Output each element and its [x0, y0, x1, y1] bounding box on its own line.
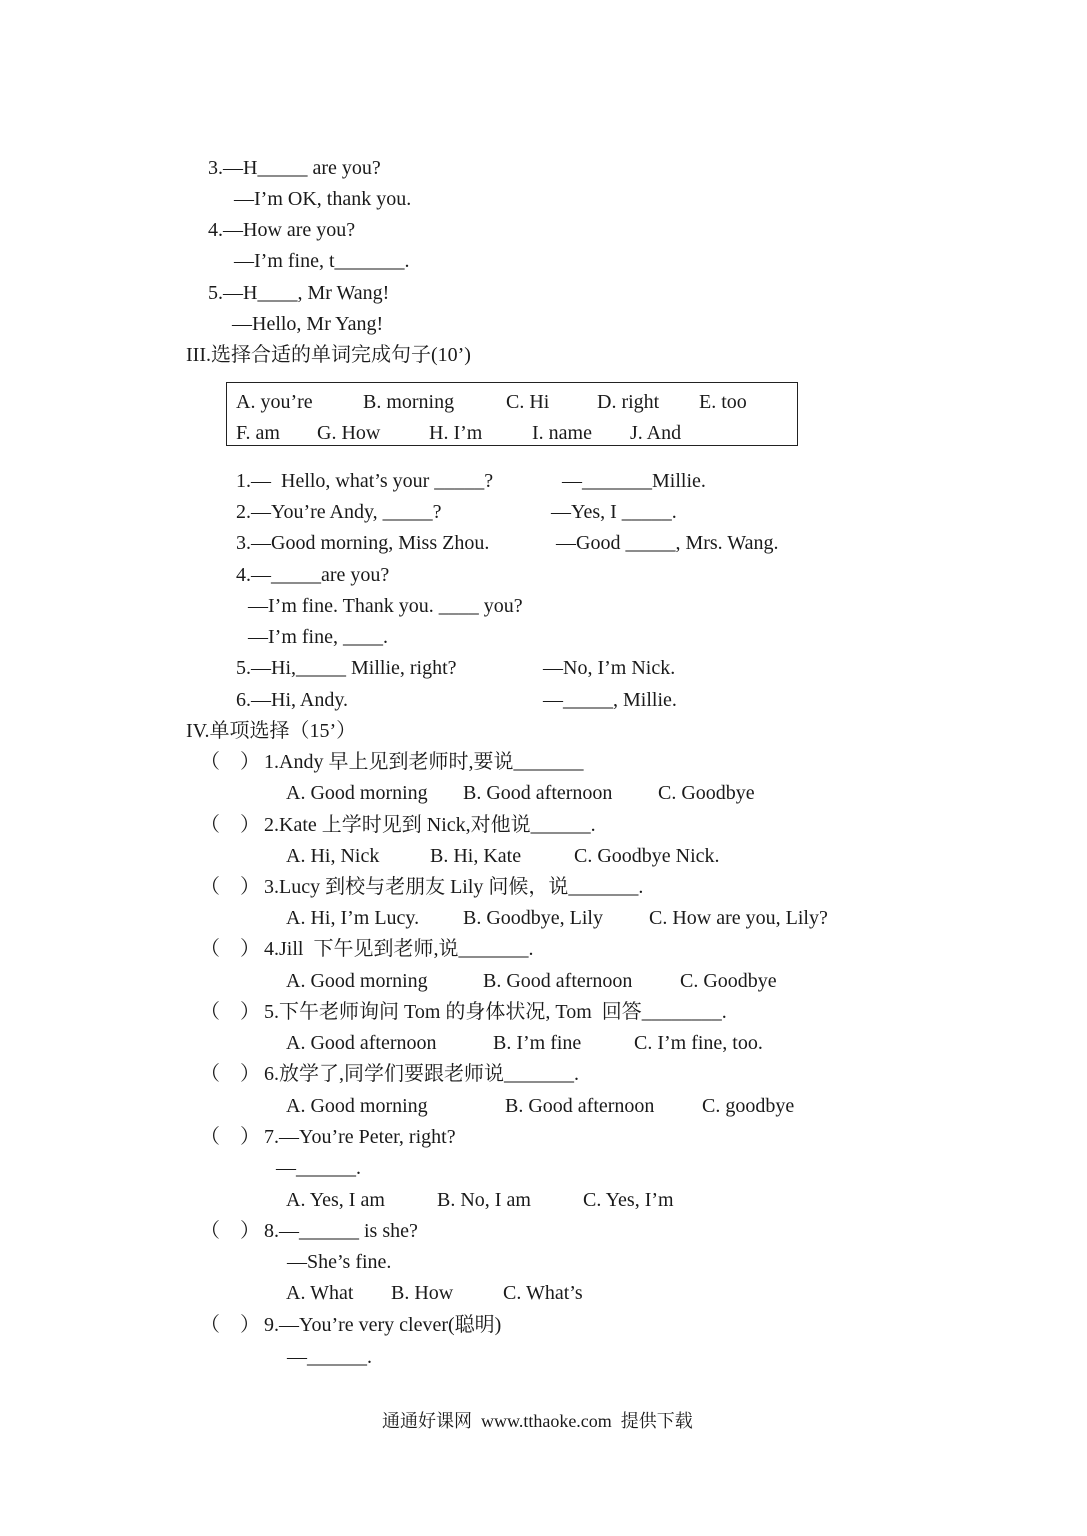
- s3-q5-answer: —No, I’m Nick.: [543, 657, 676, 679]
- word-bank-f: F. am: [236, 422, 280, 444]
- answer-paren: （ ）: [200, 938, 260, 960]
- q5-answer: —Hello, Mr Yang!: [232, 313, 384, 335]
- s4-q4-option-a: A. Good morning: [286, 970, 428, 992]
- s3-q6-answer: —_____, Millie.: [543, 689, 677, 711]
- s3-q3: 3.—Good morning, Miss Zhou.: [236, 532, 490, 554]
- s4-q7-option-c: C. Yes, I’m: [583, 1189, 674, 1211]
- s4-q4-option-b: B. Good afternoon: [483, 970, 633, 992]
- section4-heading: IV.单项选择（15’）: [186, 720, 357, 742]
- s4-q4-option-c: C. Goodbye: [680, 970, 777, 992]
- s4-q3-option-a: A. Hi, I’m Lucy.: [286, 907, 420, 929]
- s4-q6: 6.放学了,同学们要跟老师说_______.: [264, 1063, 579, 1085]
- s4-q3-option-b: B. Goodbye, Lily: [463, 907, 603, 929]
- word-bank-b: B. morning: [363, 391, 455, 413]
- s4-q3: 3.Lucy 到校与老朋友 Lily 问候，说_______.: [264, 876, 644, 898]
- s4-q2-option-b: B. Hi, Kate: [430, 845, 522, 867]
- s4-q4: 4.Jill 下午见到老师,说_______.: [264, 938, 534, 960]
- s4-q7: 7.—You’re Peter, right?: [264, 1126, 456, 1148]
- s4-q9-answer: —______.: [287, 1346, 372, 1368]
- s3-q5: 5.—Hi,_____ Millie, right?: [236, 657, 457, 679]
- answer-paren: （ ）: [200, 1001, 260, 1023]
- word-bank-i: I. name: [532, 422, 592, 444]
- answer-paren: （ ）: [200, 814, 260, 836]
- s4-q1: 1.Andy 早上见到老师时,要说_______: [264, 751, 584, 773]
- answer-paren: （ ）: [200, 1314, 260, 1336]
- q4-answer: —I’m fine, t_______.: [234, 250, 410, 272]
- answer-paren: （ ）: [200, 751, 260, 773]
- s4-q8-option-a: A. What: [286, 1282, 354, 1304]
- s4-q5-option-c: C. I’m fine, too.: [634, 1032, 763, 1054]
- s4-q5: 5.下午老师询问 Tom 的身体状况, Tom 回答________.: [264, 1001, 727, 1023]
- s3-q2-answer: —Yes, I _____.: [551, 501, 677, 523]
- s4-q7-answer: —______.: [276, 1157, 361, 1179]
- q3-line: 3.—H_____ are you?: [208, 157, 381, 179]
- s4-q8-answer: —She’s fine.: [287, 1251, 392, 1273]
- answer-paren: （ ）: [200, 1063, 260, 1085]
- s4-q8: 8.—______ is she?: [264, 1220, 418, 1242]
- s4-q6-option-b: B. Good afternoon: [505, 1095, 655, 1117]
- q4-line: 4.—How are you?: [208, 219, 356, 241]
- s3-q4-answer: —I’m fine. Thank you. ____ you?: [248, 595, 523, 617]
- s4-q8-option-b: B. How: [391, 1282, 454, 1304]
- word-bank-e: E. too: [699, 391, 747, 413]
- q3-answer: —I’m OK, thank you.: [234, 188, 412, 210]
- word-bank-g: G. How: [317, 422, 381, 444]
- s4-q2-option-a: A. Hi, Nick: [286, 845, 380, 867]
- q5-line: 5.—H____, Mr Wang!: [208, 282, 390, 304]
- s3-q6: 6.—Hi, Andy.: [236, 689, 349, 711]
- s3-q4-reply: —I’m fine, ____.: [248, 626, 388, 648]
- answer-paren: （ ）: [200, 1220, 260, 1242]
- s3-q1-answer: —_______Millie.: [562, 470, 706, 492]
- word-bank-j: J. And: [630, 422, 682, 444]
- s4-q9: 9.—You’re very clever(聪明): [264, 1314, 502, 1336]
- word-bank-a: A. you’re: [236, 391, 313, 413]
- s4-q5-option-a: A. Good afternoon: [286, 1032, 437, 1054]
- word-bank-c: C. Hi: [506, 391, 550, 413]
- s4-q6-option-a: A. Good morning: [286, 1095, 428, 1117]
- word-bank-d: D. right: [597, 391, 660, 413]
- s4-q2: 2.Kate 上学时见到 Nick,对他说______.: [264, 814, 596, 836]
- s4-q7-option-a: A. Yes, I am: [286, 1189, 385, 1211]
- s4-q1-option-c: C. Goodbye: [658, 782, 755, 804]
- s4-q6-option-c: C. goodbye: [702, 1095, 795, 1117]
- s3-q3-answer: —Good _____, Mrs. Wang.: [556, 532, 779, 554]
- answer-paren: （ ）: [200, 1126, 260, 1148]
- s3-q1: 1.— Hello, what’s your _____?: [236, 470, 494, 492]
- answer-paren: （ ）: [200, 876, 260, 898]
- s4-q7-option-b: B. No, I am: [437, 1189, 531, 1211]
- s4-q2-option-c: C. Goodbye Nick.: [574, 845, 720, 867]
- s4-q5-option-b: B. I’m fine: [493, 1032, 582, 1054]
- s4-q1-option-a: A. Good morning: [286, 782, 428, 804]
- section3-heading: III.选择合适的单词完成句子(10’): [186, 344, 471, 366]
- s4-q8-option-c: C. What’s: [503, 1282, 583, 1304]
- word-bank-h: H. I’m: [429, 422, 483, 444]
- s4-q1-option-b: B. Good afternoon: [463, 782, 613, 804]
- s3-q2: 2.—You’re Andy, _____?: [236, 501, 442, 523]
- page-footer: 通通好课网 www.tthaoke.com 提供下载: [382, 1411, 693, 1431]
- s4-q3-option-c: C. How are you, Lily?: [649, 907, 828, 929]
- s3-q4: 4.—_____are you?: [236, 564, 390, 586]
